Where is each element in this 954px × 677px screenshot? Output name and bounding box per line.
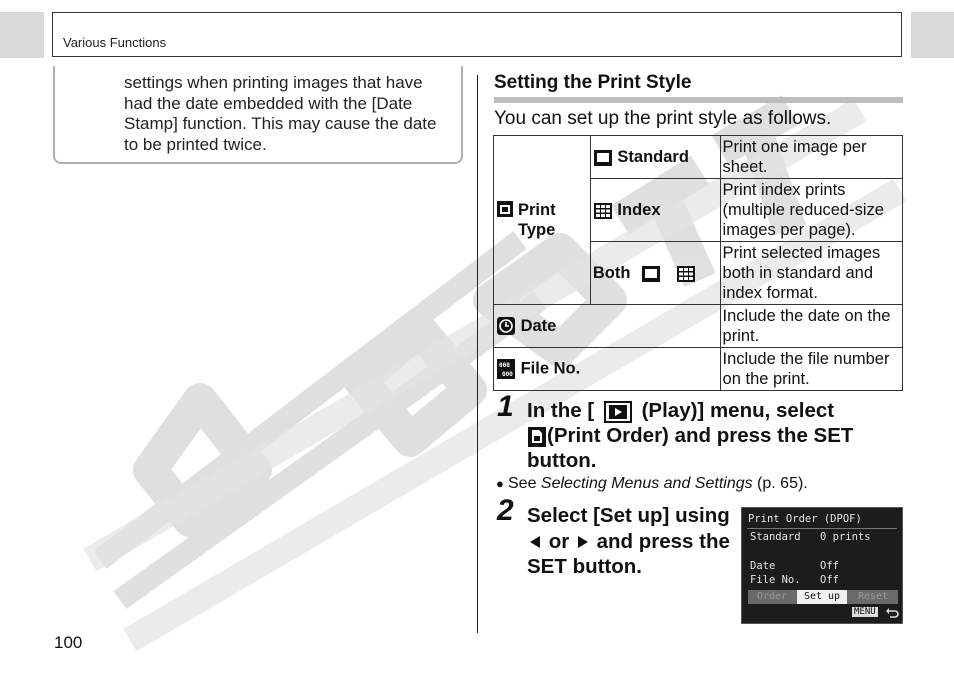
see-link[interactable]: Selecting Menus and Settings: [540, 475, 753, 492]
step-1-number: 1: [497, 390, 514, 423]
header-title: Various Functions: [63, 35, 167, 50]
standard-label: Standard: [617, 148, 689, 166]
standard-icon: [593, 149, 613, 167]
index-desc: Print index prints (multiple reduced-size images per page).: [720, 179, 902, 242]
lcd-tab-reset[interactable]: Reset: [857, 591, 889, 602]
index-label: Index: [617, 201, 661, 219]
date-icon: [496, 316, 516, 336]
svg-text:000: 000: [499, 362, 510, 369]
lcd-return-icon: [885, 607, 899, 619]
play-icon: [604, 401, 632, 423]
file-no-label: File No.: [520, 359, 581, 378]
step-2-part2: and press the SET button.: [527, 529, 730, 578]
caution-note-text: settings when printing images that have had the date embedded with the [Date Stamp] function. This may cause the date to be printed twice.: [124, 73, 437, 154]
lcd-tab-order[interactable]: Order: [756, 591, 788, 602]
header-tab-left: [0, 12, 44, 58]
lcd-file-label: File No.: [750, 574, 801, 586]
lcd-standard-label: Standard: [750, 531, 801, 543]
lcd-date-value: Off: [820, 560, 839, 572]
file-no-cell: [494, 348, 721, 391]
print-type-icon: [496, 200, 514, 218]
section-heading: Setting the Print Style: [494, 72, 692, 93]
standard-desc: Print one image per sheet.: [720, 136, 902, 179]
date-label: Date: [520, 316, 557, 335]
standard-cell: [590, 136, 720, 179]
file-no-icon: [496, 358, 516, 380]
both-cell: [590, 242, 720, 305]
lcd-file-value: Off: [820, 574, 839, 586]
see-prefix: See: [508, 475, 541, 492]
lcd-menu-button[interactable]: MENU: [854, 607, 876, 617]
index-cell: [590, 179, 720, 242]
see-suffix: (p. 65).: [752, 475, 808, 492]
step-1-part1: In the [: [527, 399, 595, 422]
step-2-or: or: [548, 529, 570, 553]
lcd-standard-value: 0 prints: [820, 531, 871, 543]
step-2-text: [527, 503, 737, 580]
svg-text:000: 000: [502, 371, 513, 378]
step-2-part1: Select [Set up] using: [527, 504, 730, 527]
date-cell: [494, 305, 721, 348]
page-number: 100: [54, 633, 83, 652]
see-reference: [508, 475, 808, 493]
index-icon: [593, 202, 613, 220]
date-desc: Include the date on the print.: [720, 305, 902, 348]
lcd-date-label: Date: [750, 560, 776, 572]
step-1-part2: (Play)] menu, select: [641, 399, 835, 422]
section-intro: You can set up the print style as follows.: [494, 108, 832, 129]
print-style-table: [493, 135, 903, 391]
print-type-line2: Type: [518, 221, 556, 239]
step-1-text: [527, 398, 897, 473]
standard-icon: [641, 265, 661, 283]
print-order-icon: [527, 426, 547, 448]
right-arrow-icon: [575, 534, 591, 550]
both-label: Both: [592, 264, 631, 282]
header-box: [52, 12, 902, 57]
column-divider: [477, 75, 478, 633]
header-tab-right: [911, 12, 954, 58]
step-2-number: 2: [497, 494, 514, 527]
lcd-tab-bar: [748, 590, 898, 604]
lcd-title: Print Order (DPOF): [748, 513, 862, 525]
print-type-line1: Print: [518, 201, 556, 219]
both-desc: Print selected images both in standard and index format.: [720, 242, 902, 305]
camera-lcd-screen: [741, 507, 903, 624]
lcd-tab-setup[interactable]: Set up: [797, 590, 847, 604]
bullet-dot: ●: [496, 476, 504, 491]
lcd-divider: [747, 528, 897, 529]
step-1-part3: (Print Order) and press the SET button.: [527, 424, 854, 472]
left-arrow-icon: [527, 534, 543, 550]
print-type-cell: [494, 136, 591, 305]
index-icon: [676, 265, 696, 283]
file-no-desc: Include the file number on the print.: [720, 348, 902, 391]
section-rule: [494, 97, 903, 103]
